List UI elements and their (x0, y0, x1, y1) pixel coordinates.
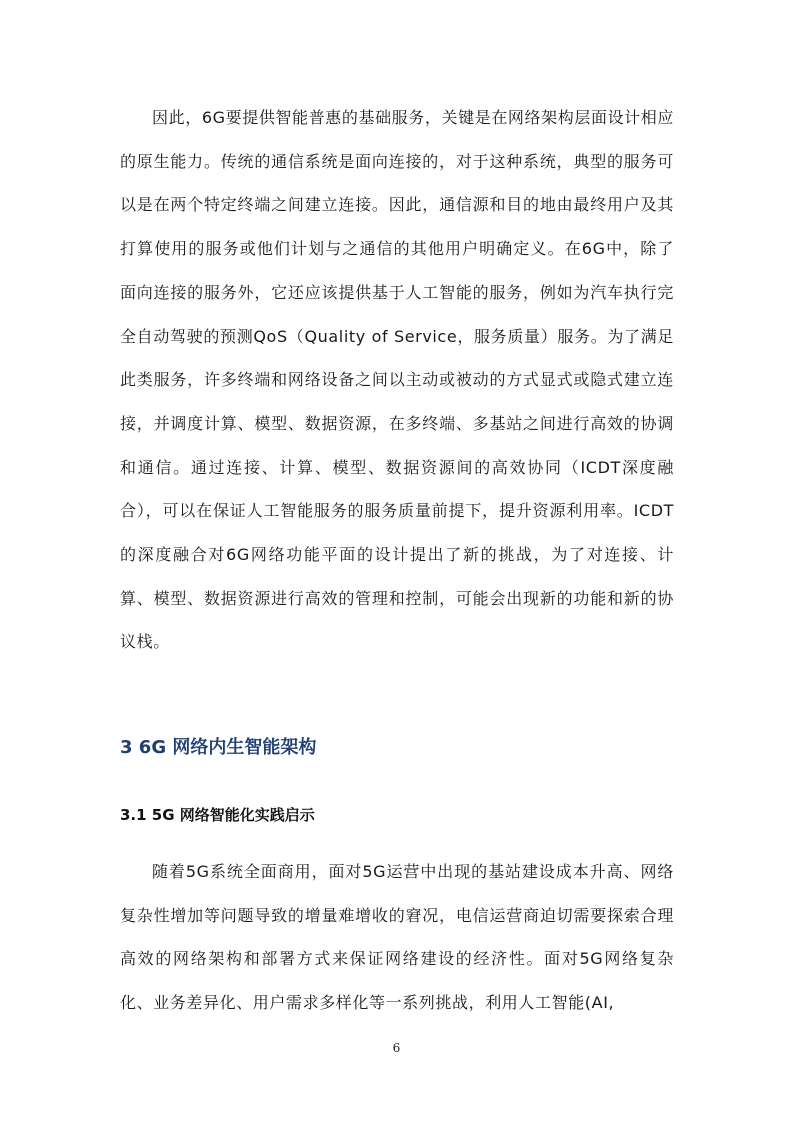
section-heading: 3 6G 网络内生智能架构 (120, 737, 317, 758)
subsection-heading: 3.1 5G 网络智能化实践启示 (120, 806, 315, 824)
body-paragraph-2: 随着5G系统全面商用，面对5G运营中出现的基站建设成本升高、网络复杂性增加等问题导致的增量难增收的窘况，电信运营商迫切需要探索合理高效的网络架构和部署方式来保证网络建设的经济性。面对5G网络复杂化、业务差异化、用户需求多样化等一系列挑战，利用人工智能(AI, (120, 862, 674, 1013)
page-number: 6 (392, 1041, 401, 1055)
body-paragraph-1: 因此，6G要提供智能普惠的基础服务，关键是在网络架构层面设计相应的原生能力。传统的通信系统是面向连接的，对于这种系统，典型的服务可以是在两个特定终端之间建立连接。因此，通信源和目的地由最终用户及其打算使用的服务或他们计划与之通信的其他用户明确定义。在6G中，除了面向连接的服务外，它还应该提供基于人工智能的服务，例如为汽车执行完全自动驾驶的预测QoS（Quality of Service，服务质量）服务。为了满足此类服务，许多终端和网络设备之间以主动或被动的方式显式或隐式建立连接，并调度计算、模型、数据资源，在多终端、多基站之间进行高效的协调和通信。通过连接、计算、模型、数据资源间的高效协同（ICDT深度融合），可以在保证人工智能服务的服务质量前提下，提升资源利用率。ICDT的深度融合对6G网络功能平面的设计提出了新的挑战，为了对连接、计算、模型、数据资源进行高效的管理和控制，可能会出现新的功能和新的协议栈。 (120, 108, 674, 652)
